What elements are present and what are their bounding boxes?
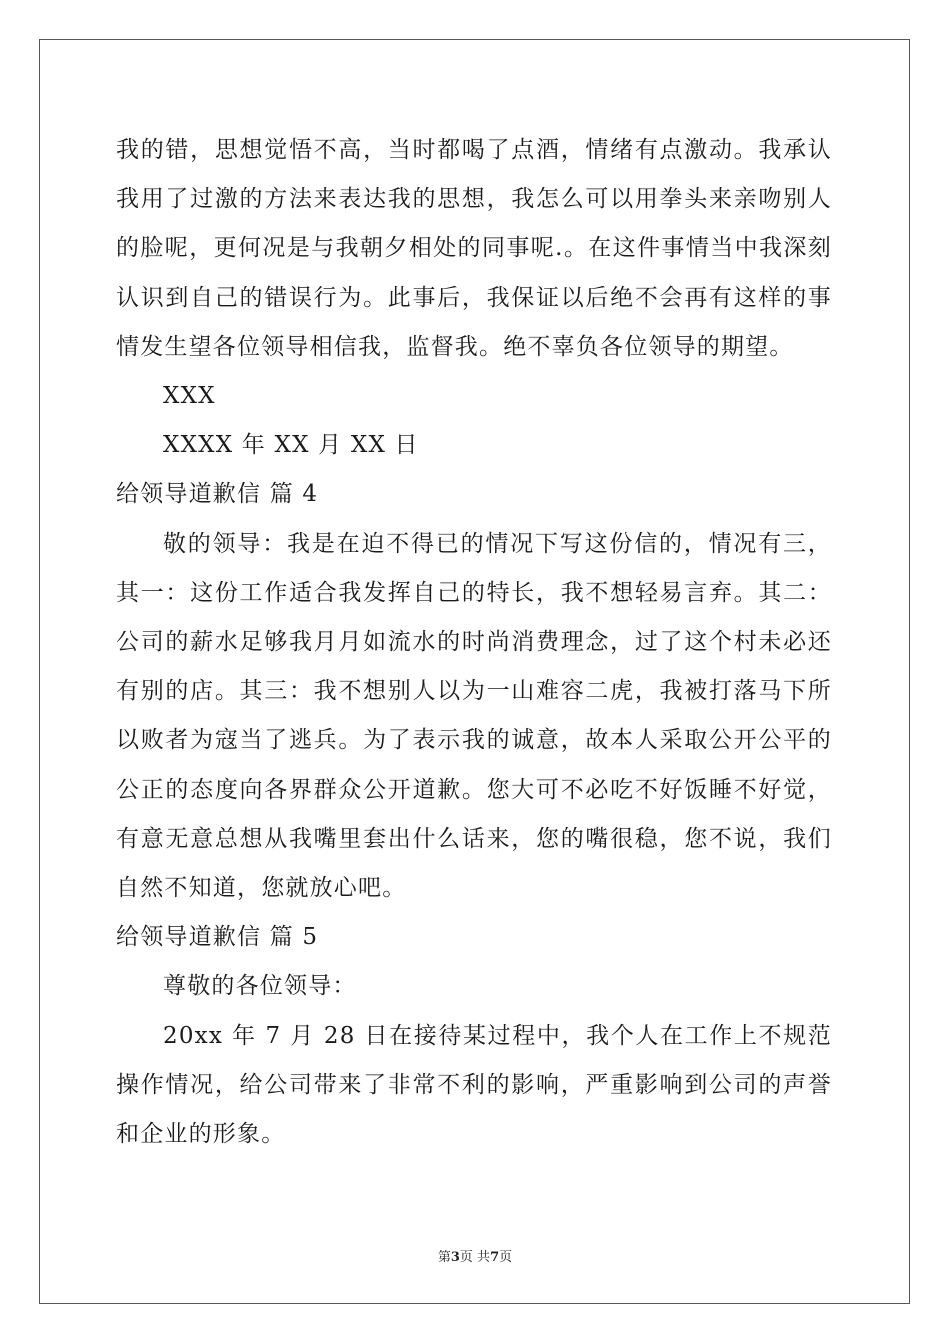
signature-name: XXX xyxy=(163,383,216,410)
paragraph-apology-continuation: 我的错，思想觉悟不高，当时都喝了点酒，情绪有点激动。我承认我用了过激的方法来表达我的思想，我怎么可以用拳头来亲吻别人的脸呢，更何况是与我朝夕相处的同事呢.。在这件事情当中我深刻认识到自己的错误行为。此事后，我保证以后绝不会再有这样的事情发生望各位领导相信我，监督我。绝不辜负各位领导的期望。 xyxy=(116,137,832,360)
section-5-salutation: 尊敬的各位领导： xyxy=(163,973,357,1000)
footer-mid: 页 共 xyxy=(459,1250,491,1265)
footer-page-number: 3 xyxy=(450,1250,460,1265)
footer-suffix: 页 xyxy=(499,1250,513,1265)
footer-total-pages: 7 xyxy=(490,1250,500,1265)
section-heading-5: 给领导道歉信 篇 5 xyxy=(116,924,319,951)
section-4-body: 敬的领导：我是在迫不得已的情况下写这份信的，情况有三，其一：这份工作适合我发挥自己的特长，我不想轻易言弃。其二：公司的薪水足够我月月如流水的时尚消费理念，过了这个村未必还有别的店。其三：我不想别人以为一山难容二虎，我被打落马下所以败者为寇当了逃兵。为了表示我的诚意，故本人采取公开公平的公正的态度向各界群众公开道歉。您大可不必吃不好饭睡不好觉，有意无意总想从我嘴里套出什么话来，您的嘴很稳，您不说，我们自然不知道，您就放心吧。 xyxy=(116,530,832,902)
document-body xyxy=(116,126,832,1159)
section-heading-4: 给领导道歉信 篇 4 xyxy=(116,481,319,508)
section-5-body: 20xx 年 7 月 28 日在接待某过程中，我个人在工作上不规范操作情况，给公司带来了非常不利的影响，严重影响到公司的声誉和企业的形象。 xyxy=(116,1022,832,1148)
footer-prefix: 第 xyxy=(437,1250,451,1265)
page-footer xyxy=(0,1246,950,1265)
signature-date: XXXX 年 XX 月 XX 日 xyxy=(163,432,419,459)
